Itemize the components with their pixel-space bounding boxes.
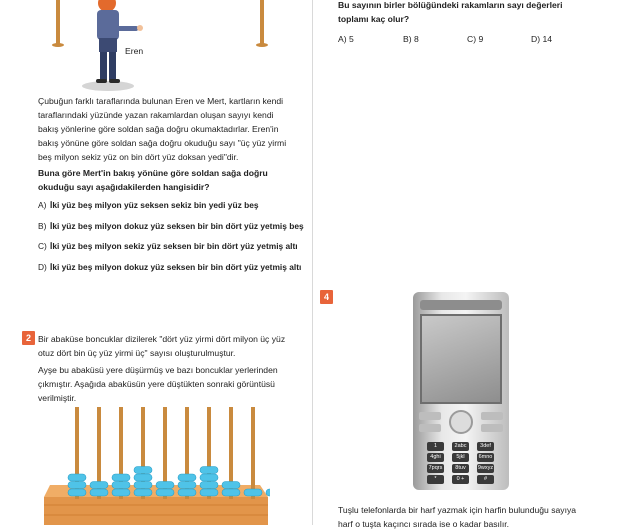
phone-key: 6mno	[478, 454, 493, 460]
right-pole-base	[256, 43, 268, 47]
phone-key: 3def	[477, 442, 494, 451]
q2-paragraph-line: verilmiştir.	[38, 393, 77, 403]
abacus-bead	[90, 489, 108, 496]
abacus-bead	[222, 489, 240, 496]
option-letter: B)	[38, 221, 47, 231]
abacus-bead	[200, 482, 218, 489]
q1-paragraph-line: bakış yönüne göre soldan sağa doğru okuduğu sayı "üç yüz yirmi	[38, 138, 287, 148]
phone-softkey-left	[419, 412, 441, 420]
abacus-bead	[200, 467, 218, 474]
option-text: İki yüz beş milyon dokuz yüz seksen bir bin dört yüz yetmiş altı	[50, 262, 302, 272]
abacus-bead	[178, 482, 196, 489]
q3-option-c[interactable]	[467, 34, 483, 44]
abacus-bead	[134, 467, 152, 474]
option-letter: A)	[338, 34, 347, 44]
phone-screen	[420, 314, 502, 404]
option-text: İki yüz beş milyon dokuz yüz seksen bir bin dört yüz yetmiş beş	[50, 221, 304, 231]
shadow	[82, 81, 134, 91]
phone-key: 2abc	[452, 442, 469, 451]
q1-illustration	[40, 0, 280, 92]
q1-paragraph	[38, 94, 306, 164]
abacus-bead	[266, 489, 270, 496]
q2-paragraph-1	[38, 332, 285, 360]
q4-number-badge: 4	[320, 290, 333, 304]
phone-key: *	[427, 475, 444, 484]
option-text: İki yüz beş milyon yüz seksen sekiz bin yedi yüz beş	[50, 200, 259, 210]
figure-label-eren: Eren	[125, 46, 144, 56]
phone-speaker	[420, 300, 502, 310]
option-text: İki yüz beş milyon sekiz yüz seksen bir bin dört yüz yetmiş altı	[50, 241, 298, 251]
q3-question	[338, 0, 562, 26]
phone-key: 4ghi	[427, 453, 444, 462]
phone-key: #	[477, 475, 494, 484]
abacus-bead	[68, 474, 86, 481]
q1-paragraph-line: Çubuğun farklı taraflarında bulunan Eren ve Mert, kartların kendi	[38, 96, 284, 106]
q2-paragraph-line: çıkmıştır. Aşağıda abaküsün yere düştükten sonraki görüntüsü	[38, 379, 275, 389]
q2-paragraph-line: otuz dört bin üç yüz yirmi üç" sayısı oluşturulmuştur.	[38, 348, 236, 358]
abacus-bead	[222, 482, 240, 489]
q1-option-d[interactable]	[38, 261, 301, 273]
abacus-bead	[200, 489, 218, 496]
abacus-bead	[156, 482, 174, 489]
left-pole-base	[52, 43, 64, 47]
option-letter: C)	[467, 34, 477, 44]
option-letter: B)	[403, 34, 412, 44]
column-divider	[312, 0, 313, 525]
q2-paragraph-2	[38, 363, 278, 405]
q1-option-a[interactable]	[38, 199, 259, 211]
abacus-illustration	[40, 405, 270, 525]
q1-paragraph-line: beş milyon sekiz yüz on bin dört yüz doksan yedi"dir.	[38, 152, 239, 162]
abacus-bead	[134, 474, 152, 481]
option-letter: D)	[38, 262, 47, 272]
phone-key: 8tuv	[452, 464, 469, 473]
q1-question-line: Buna göre Mert'in bakış yönüne göre soldan sağa doğru	[38, 168, 268, 178]
option-text: 5	[348, 34, 354, 44]
abacus-bead	[178, 474, 196, 481]
option-text: 9	[478, 34, 484, 44]
phone-softkey-right	[481, 412, 503, 420]
phone-image	[413, 292, 509, 490]
abacus-bead	[112, 489, 130, 496]
q2-paragraph-line: Ayşe bu abaküsü yere düşürmüş ve bazı boncuklar yerlerinden	[38, 365, 278, 375]
abacus-bead	[134, 489, 152, 496]
abacus-bead	[134, 482, 152, 489]
q1-question	[38, 166, 268, 194]
q3-option-b[interactable]	[403, 34, 419, 44]
q1-paragraph-line: taraflarındaki yüzünde yazan rakamlardan oluşan sayıyı kendi	[38, 110, 274, 120]
q1-question-line: okuduğu sayı aşağıdakilerden hangisidir?	[38, 182, 210, 192]
abacus-bead	[112, 474, 130, 481]
q2-number-badge: 2	[22, 331, 35, 345]
q3-option-d[interactable]	[531, 34, 552, 44]
abacus-bead	[178, 489, 196, 496]
option-letter: D)	[531, 34, 541, 44]
option-text: 8	[413, 34, 419, 44]
phone-end-key	[481, 424, 503, 432]
phone-key: 0 +	[452, 475, 469, 484]
option-text: 14	[542, 34, 553, 44]
phone-call-key	[419, 424, 441, 432]
q3-question-line: Bu sayının birler bölüğündeki rakamların sayı değerleri	[338, 0, 563, 10]
phone-nav-button	[449, 410, 473, 434]
q3-question-line: toplamı kaç olur?	[338, 14, 410, 24]
q1-option-b[interactable]	[38, 220, 304, 232]
q1-paragraph-line: bakış yönlerine göre soldan sağa doğru okumaktadırlar. Eren'in	[38, 124, 279, 134]
phone-key: 5jkl	[452, 453, 469, 462]
abacus-bead	[112, 482, 130, 489]
abacus-bead	[200, 474, 218, 481]
q4-paragraph-line: Tuşlu telefonlarda bir harf yazmak için harfin bulunduğu sayıya	[338, 505, 577, 515]
phone-key: 9wxyz	[477, 465, 494, 471]
left-pole	[56, 0, 60, 44]
abacus-bead	[244, 489, 262, 496]
abacus-rods	[68, 407, 270, 499]
abacus-rod	[251, 407, 255, 499]
option-letter: A)	[38, 200, 47, 210]
q2-paragraph-line: Bir abaküse boncuklar dizilerek "dört yüz yirmi dört milyon üç yüz	[38, 334, 286, 344]
phone-key: 7pqrs	[428, 465, 443, 471]
q4-paragraph-line: harf o tuşta kaçıncı sırada ise o kadar basılır.	[338, 519, 510, 529]
abacus-bead	[68, 489, 86, 496]
q4-paragraph	[338, 503, 622, 531]
option-letter: C)	[38, 241, 47, 251]
abacus-bead	[90, 482, 108, 489]
right-pole	[260, 0, 264, 44]
q1-option-c[interactable]	[38, 240, 298, 252]
q3-option-a[interactable]	[338, 34, 354, 44]
phone-key: 1	[427, 442, 444, 451]
boy-figure	[96, 0, 143, 83]
abacus-bead	[156, 489, 174, 496]
abacus-bead	[68, 482, 86, 489]
